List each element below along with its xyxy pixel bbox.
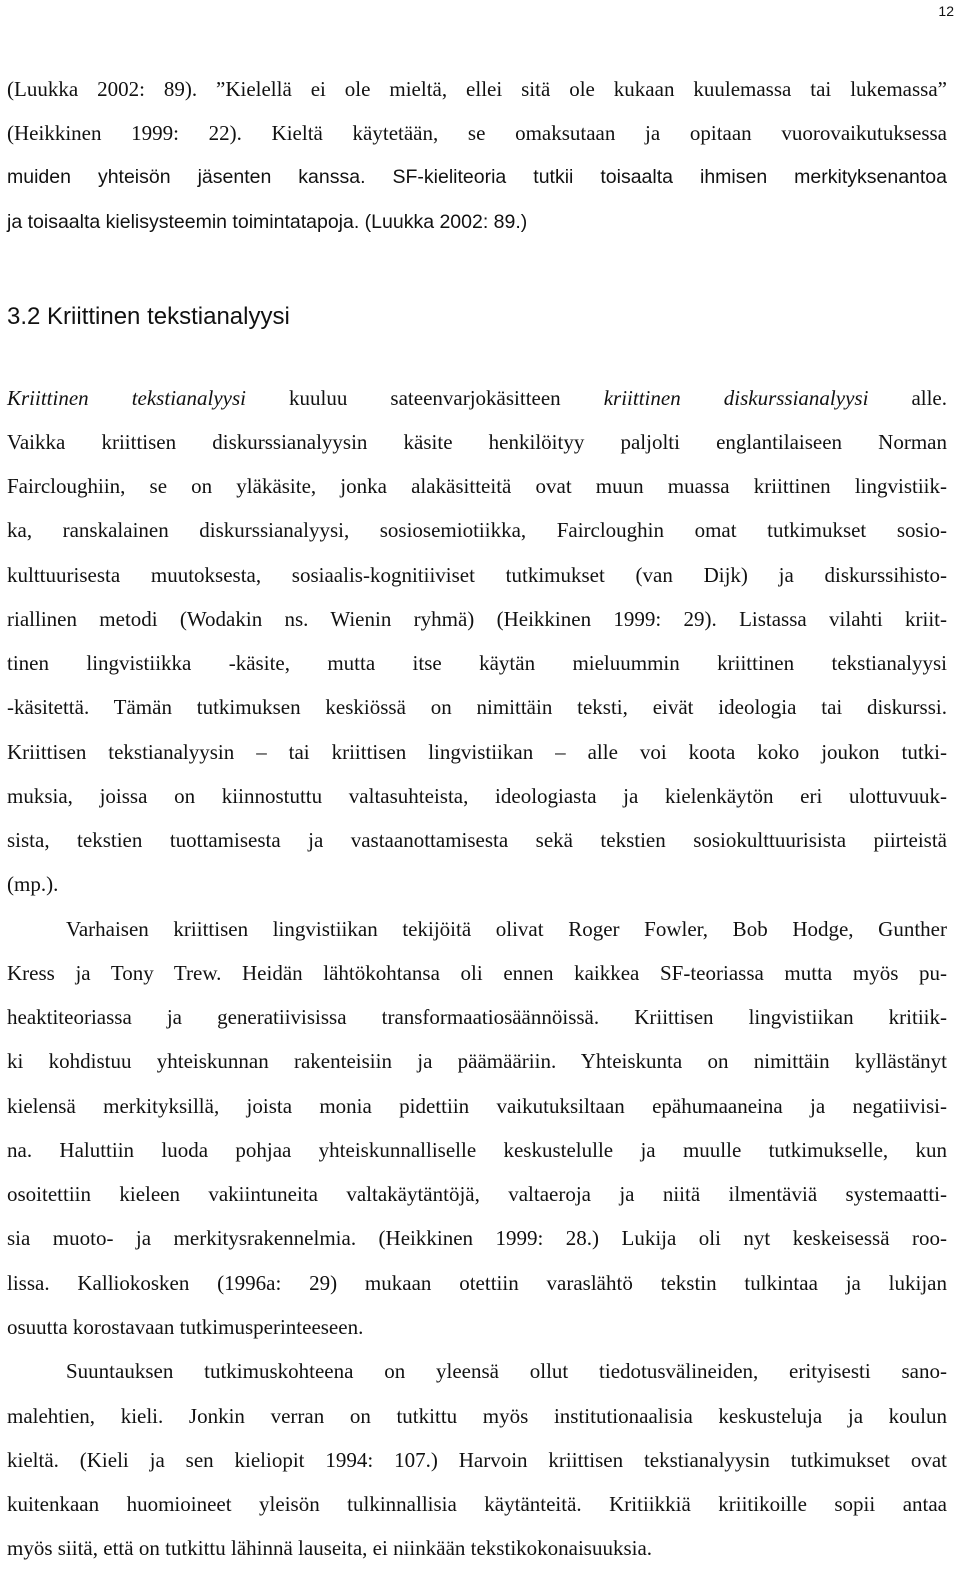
paragraph-line: ki kohdistuu yhteiskunnan rakenteisiin ja päämääriin. Yhteiskunta on nimittäin kyllästänyt	[7, 1049, 947, 1073]
paragraph-line: sia muoto- ja merkitysrakennelmia. (Heikkinen 1999: 28.) Lukija oli nyt keskeisessä roo-	[7, 1226, 947, 1250]
paragraph-line: Kriittisen tekstianalyysin – tai kriittisen lingvistiikan – alle voi koota koko joukon tutki-	[7, 740, 947, 764]
paragraph-line: tinen lingvistiikka -käsite, mutta itse käytän mieluummin kriittinen tekstianalyysi	[7, 651, 947, 675]
section-heading: 3.2 Kriittinen tekstianalyysi	[7, 303, 290, 330]
first-line-end: alle.	[868, 386, 948, 410]
paragraph-last-line: myös siitä, että on tutkittu lähinnä lauseita, ei niinkään tekstikokonaisuuksia.	[7, 1536, 653, 1560]
paragraph-line: malehtien, kieli. Jonkin verran on tutkittu myös institutionaalisia keskusteluja ja koulun	[7, 1404, 947, 1428]
paragraph-line: osoitettiin kieleen vakiintuneita valtakäytäntöjä, valtaeroja ja niitä ilmentäviä systemaatti-	[7, 1182, 947, 1206]
intro-line: ja toisaalta kielisysteemin toimintatapoja. (Luukka 2002: 89.)	[7, 211, 528, 233]
intro-line: (Luukka 2002: 89). ”Kielellä ei ole mieltä, ellei sitä ole kukaan kuulemassa tai lukemassa”	[7, 77, 947, 101]
paragraph-line: riallinen metodi (Wodakin ns. Wienin ryhmä) (Heikkinen 1999: 29). Listassa vilahti kriit-	[7, 607, 947, 631]
term-kriittinen-diskurssianalyysi: kriittinen diskurssianalyysi	[603, 386, 869, 410]
paragraph-line: Kress ja Tony Trew. Heidän lähtökohtansa oli ennen kaikkea SF-teoriassa mutta myös pu-	[7, 961, 947, 985]
paragraph-line: kielensä merkityksillä, joista monia pidettiin vaikutuksiltaan epähumaaneina ja negatiivisi-	[7, 1094, 947, 1118]
paragraph-last-line: osuutta korostavaan tutkimusperinteeseen.	[7, 1315, 364, 1339]
paragraph-line: -käsitettä. Tämän tutkimuksen keskiössä on nimittäin teksti, eivät ideologia tai diskurssi.	[7, 695, 947, 719]
paragraph-line: heaktiteoriassa ja generatiivisissa transformaatiosäännöissä. Kriittisen lingvistiikan kritiik-	[7, 1005, 947, 1029]
paragraph-line: lissa. Kalliokosken (1996a: 29) mukaan otettiin varaslähtö tekstin tulkintaa ja lukijan	[7, 1271, 947, 1295]
paragraph-first-line: Varhaisen kriittisen lingvistiikan tekijöitä olivat Roger Fowler, Bob Hodge, Gunther	[66, 917, 947, 941]
term-kriittinen-tekstianalyysi: Kriittinen tekstianalyysi	[7, 386, 247, 410]
paragraph-line: kuitenkaan huomioineet yleisön tulkinnallisia käytänteitä. Kritiikkiä kriitikoille sopii antaa	[7, 1492, 947, 1516]
paragraph-line: muksia, joissa on kiinnostuttu valtasuhteista, ideologiasta ja kielenkäytön eri ulottuvuuk-	[7, 784, 947, 808]
intro-line: (Heikkinen 1999: 22). Kieltä käytetään, se omaksutaan ja opitaan vuorovaikutuksessa	[7, 121, 947, 145]
paragraph-line: ka, ranskalainen diskurssianalyysi, sosiosemiotiikka, Faircloughin omat tutkimukset sosio-	[7, 518, 947, 542]
paragraph-line: Faircloughiin, se on yläkäsite, jonka alakäsitteitä ovat muun muassa kriittinen lingvistiik-	[7, 474, 947, 498]
paragraph-line: na. Haluttiin luoda pohjaa yhteiskunnalliselle keskustelulle ja muulle tutkimukselle, kun	[7, 1138, 947, 1162]
page-number: 12	[938, 3, 954, 19]
paragraph-first-line: Suuntauksen tutkimuskohteena on yleensä ollut tiedotusvälineiden, erityisesti sano-	[66, 1359, 947, 1383]
paragraph-line: sista, tekstien tuottamisesta ja vastaanottamisesta sekä tekstien sosiokulttuurisista piirteistä	[7, 828, 947, 852]
paragraph-last-line: (mp.).	[7, 872, 59, 896]
first-line-middle: kuuluu sateenvarjokäsitteen	[246, 386, 604, 410]
paragraph-line: kulttuurisesta muutoksesta, sosiaalis-kognitiiviset tutkimukset (van Dijk) ja diskurssihisto-	[7, 563, 947, 587]
paragraph-line: Vaikka kriittisen diskurssianalyysin käsite henkilöityy paljolti englantilaiseen Norman	[7, 430, 947, 454]
paragraph-line: kieltä. (Kieli ja sen kieliopit 1994: 107.) Harvoin kriittisen tekstianalyysin tutkimukset ovat	[7, 1448, 947, 1472]
paragraph-first-line	[7, 383, 947, 413]
intro-line: muiden yhteisön jäsenten kanssa. SF-kieliteoria tutkii toisaalta ihmisen merkityksenantoa	[7, 166, 947, 188]
